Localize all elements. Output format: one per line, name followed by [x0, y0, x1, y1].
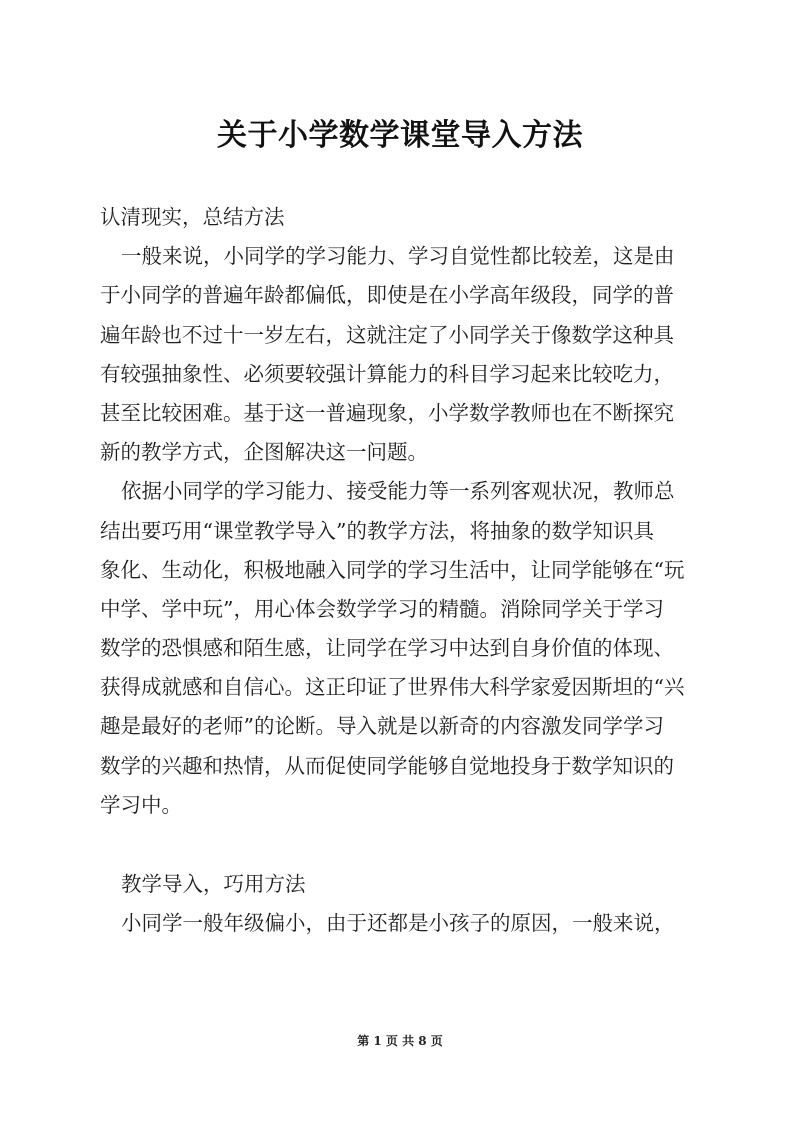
section-heading: 认清现实，总结方法 — [100, 205, 285, 229]
paragraph — [100, 237, 704, 472]
paragraph-line: 于小同学的普遍年龄都偏低，即使是在小学高年级段，同学的普 — [100, 283, 674, 308]
section-heading: 教学导入，巧用方法 — [121, 872, 306, 896]
paragraph — [100, 472, 704, 825]
paragraph-line: 学习中。 — [100, 792, 182, 817]
page-number-footer: 第 1 页 共 8 页 — [357, 1034, 443, 1048]
paragraph-line: 有较强抽象性、必须要较强计算能力的科目学习起来比较吃力， — [100, 361, 674, 386]
paragraph-line: 象化、生动化，积极地融入同学的学习生活中，让同学能够在“玩 — [100, 557, 685, 582]
paragraph-line: 数学的兴趣和热情，从而促使同学能够自觉地投身于数学知识的 — [100, 753, 674, 778]
paragraph-line: 一般来说，小同学的学习能力、学习自觉性都比较差，这是由 — [121, 244, 675, 269]
paragraph-spacer — [100, 825, 704, 865]
paragraph-line: 获得成就感和自信心。这正印证了世界伟大科学家爱因斯坦的“兴 — [100, 675, 685, 700]
document-body — [100, 198, 704, 943]
paragraph-line: 依据小同学的学习能力、接受能力等一系列客观状况，教师总 — [121, 479, 675, 504]
paragraph-line: 遍年龄也不过十一岁左右，这就注定了小同学关于像数学这种具 — [100, 322, 674, 347]
paragraph-line: 中学、学中玩”，用心体会数学学习的精髓。消除同学关于学习 — [100, 596, 664, 621]
page-title: 关于小学数学课堂导入方法 — [217, 118, 583, 153]
paragraph-line: 结出要巧用“课堂教学导入”的教学方法，将抽象的数学知识具 — [100, 518, 654, 543]
paragraph-line: 新的教学方式，企图解决这一问题。 — [100, 440, 428, 465]
paragraph-line: 趣是最好的老师”的论断。导入就是以新奇的内容激发同学学习 — [100, 714, 664, 739]
paragraph-line: 甚至比较困难。基于这一普遍现象，小学数学教师也在不断探究 — [100, 400, 674, 425]
paragraph-line: 数学的恐惧感和陌生感，让同学在学习中达到自身价值的体现、 — [100, 636, 674, 661]
paragraph-line: 小同学一般年级偏小，由于还都是小孩子的原因，一般来说， — [121, 911, 675, 936]
paragraph — [100, 904, 704, 943]
